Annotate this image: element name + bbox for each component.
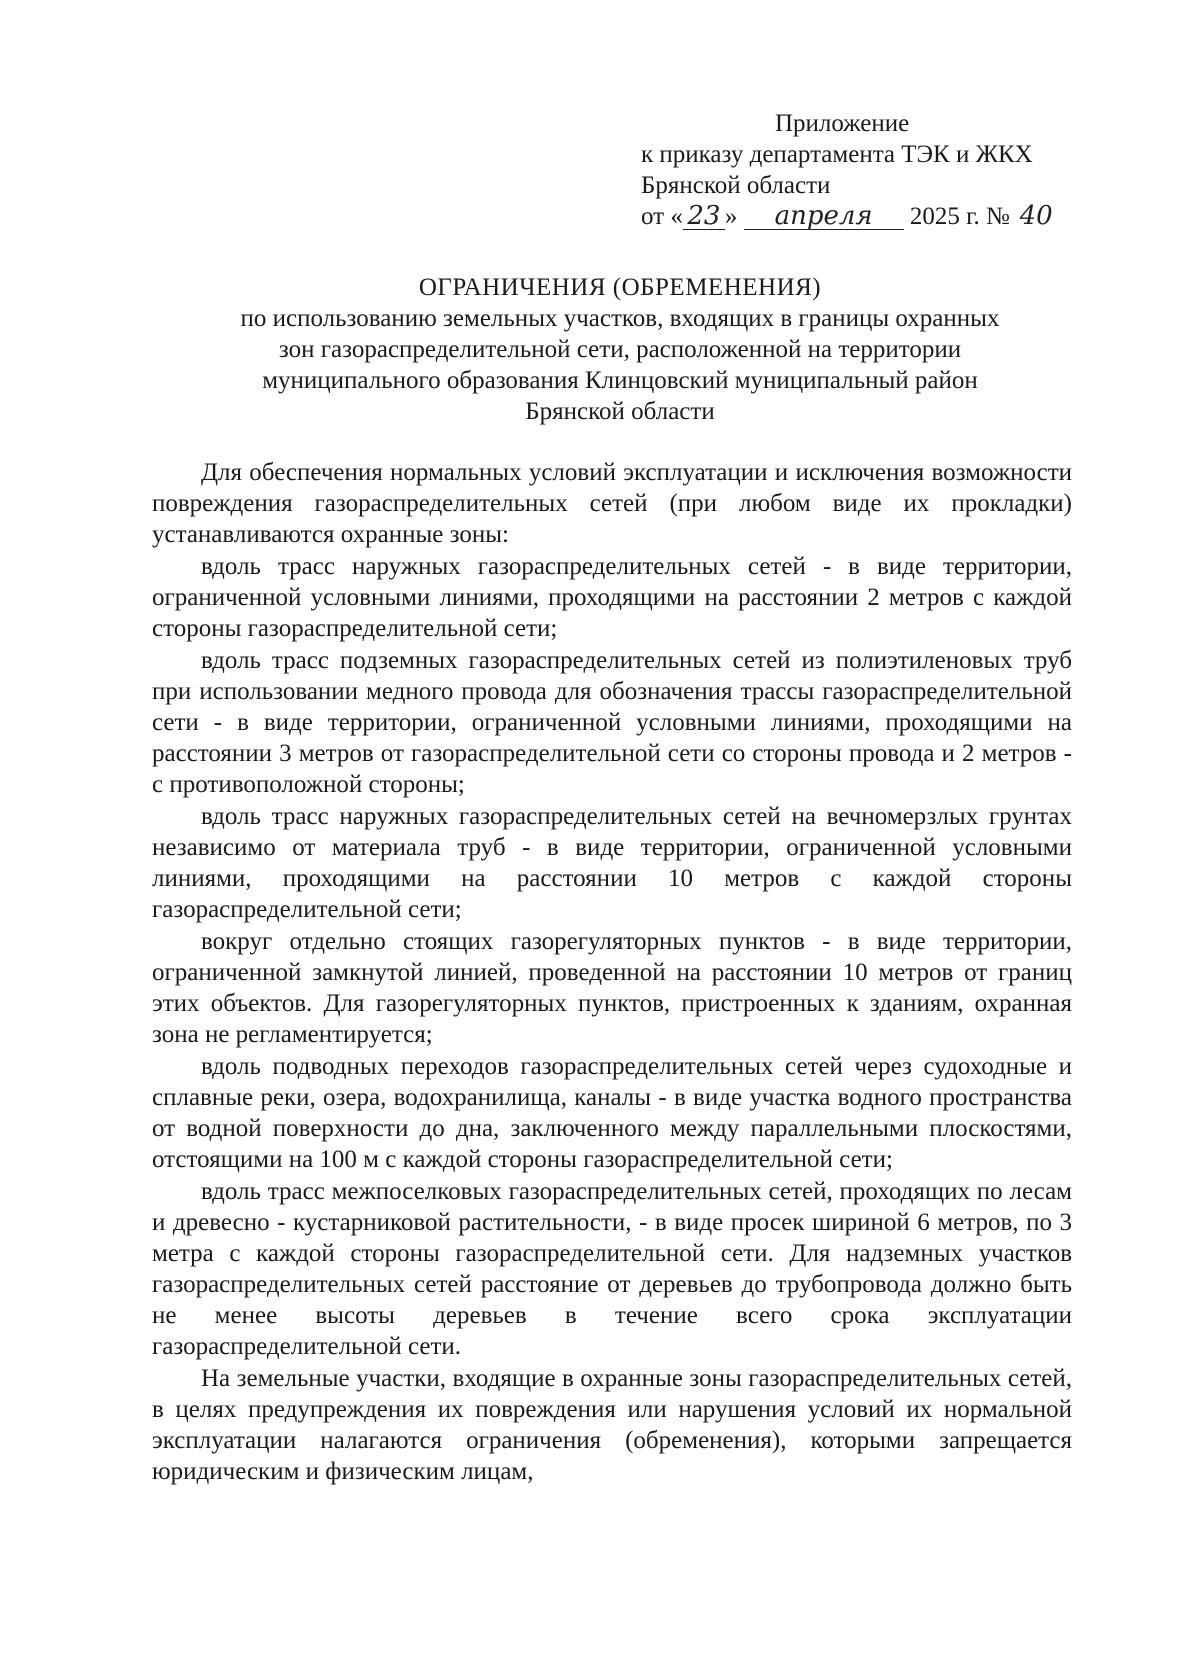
date-year: 2025 г. № (909, 203, 1010, 230)
document-subtitle-line-1: по использованию земельных участков, входящих в границы охранных (240, 305, 1000, 332)
document-subtitle-line-3: муниципального образования Клинцовский муниципальный район (262, 367, 978, 394)
paragraph-zone-underground: вдоль трасс подземных газораспределительных сетей из полиэтиленовых труб при использовании медного провода для обозначения трассы газораспределительной сети - в виде территории, ограниченной условными линиями, проходящими на расстоянии 3 метров от газораспределительной сети со стороны провода и 2 метров - с противоположной стороны; (152, 647, 1072, 798)
paragraph-zone-permafrost: вдоль трасс наружных газораспределительных сетей на вечномерзлых грунтах независимо от материала труб - в виде территории, ограниченной условными линиями, проходящими на расстоянии 10 метров с каждой стороны газораспределительной сети; (152, 803, 1072, 923)
paragraph-zone-forest: вдоль трасс межпоселковых газораспределительных сетей, проходящих по лесам и древесно - кустарниковой растительности, - в виде просек шириной 6 метров, по 3 метра с каждой стороны газораспределительной сети. Для надземных участков газораспределительных сетей расстояние от деревьев до трубопровода должно быть не менее высоты деревьев в течение всего срока эксплуатации газораспределительной сети. (152, 1178, 1072, 1360)
document-title-block (150, 272, 1090, 427)
annex-header (641, 108, 1111, 232)
date-prefix: от « (641, 203, 683, 230)
handwritten-day: 23 (683, 203, 725, 230)
paragraph-restrictions: На земельные участки, входящие в охранные зоны газораспределительных сетей, в целях предупреждения их повреждения или нарушения условий их нормальной эксплуатации налагаются ограничения (обременения), которыми запрещается юридическим и физическим лицам, (152, 1365, 1072, 1485)
date-quote-close: » (724, 203, 738, 230)
paragraph-zone-outdoor: вдоль трасс наружных газораспределительных сетей - в виде территории, ограниченной условными линиями, проходящими на расстоянии 2 метров с каждой стороны газораспределительной сети; (152, 553, 1072, 642)
document-subtitle-line-2: зон газораспределительной сети, расположенной на территории (278, 336, 962, 363)
handwritten-order-number: 40 (1019, 201, 1053, 231)
annex-region: Брянской области (641, 172, 831, 199)
paragraph-zone-regulator-points: вокруг отдельно стоящих газорегуляторных пунктов - в виде территории, ограниченной замкнутой линией, проведенной на расстоянии 10 метров от границ этих объектов. Для газорегуляторных пунктов, пристроенных к зданиям, охранная зона не регламентируется; (152, 928, 1072, 1048)
document-body (152, 457, 1072, 1489)
paragraph-intro: Для обеспечения нормальных условий эксплуатации и исключения возможности повреждения газораспределительных сетей (при любом виде их прокладки) устанавливаются охранные зоны: (152, 459, 1072, 548)
annex-title: Приложение (775, 110, 910, 137)
annex-order-reference: к приказу департамента ТЭК и ЖКХ (641, 141, 1033, 168)
annex-date-line (641, 201, 1111, 232)
document-subtitle-line-4: Брянской области (525, 398, 715, 425)
document-title: ОГРАНИЧЕНИЯ (ОБРЕМЕНЕНИЯ) (418, 274, 822, 301)
paragraph-zone-underwater: вдоль подводных переходов газораспределительных сетей через судоходные и сплавные реки, озера, водохранилища, каналы - в виде участка водного пространства от водной поверхности до дна, заключенного между параллельными плоскостями, отстоящими на 100 м с каждой стороны газораспределительной сети; (152, 1053, 1072, 1173)
handwritten-month: апреля (744, 203, 904, 230)
